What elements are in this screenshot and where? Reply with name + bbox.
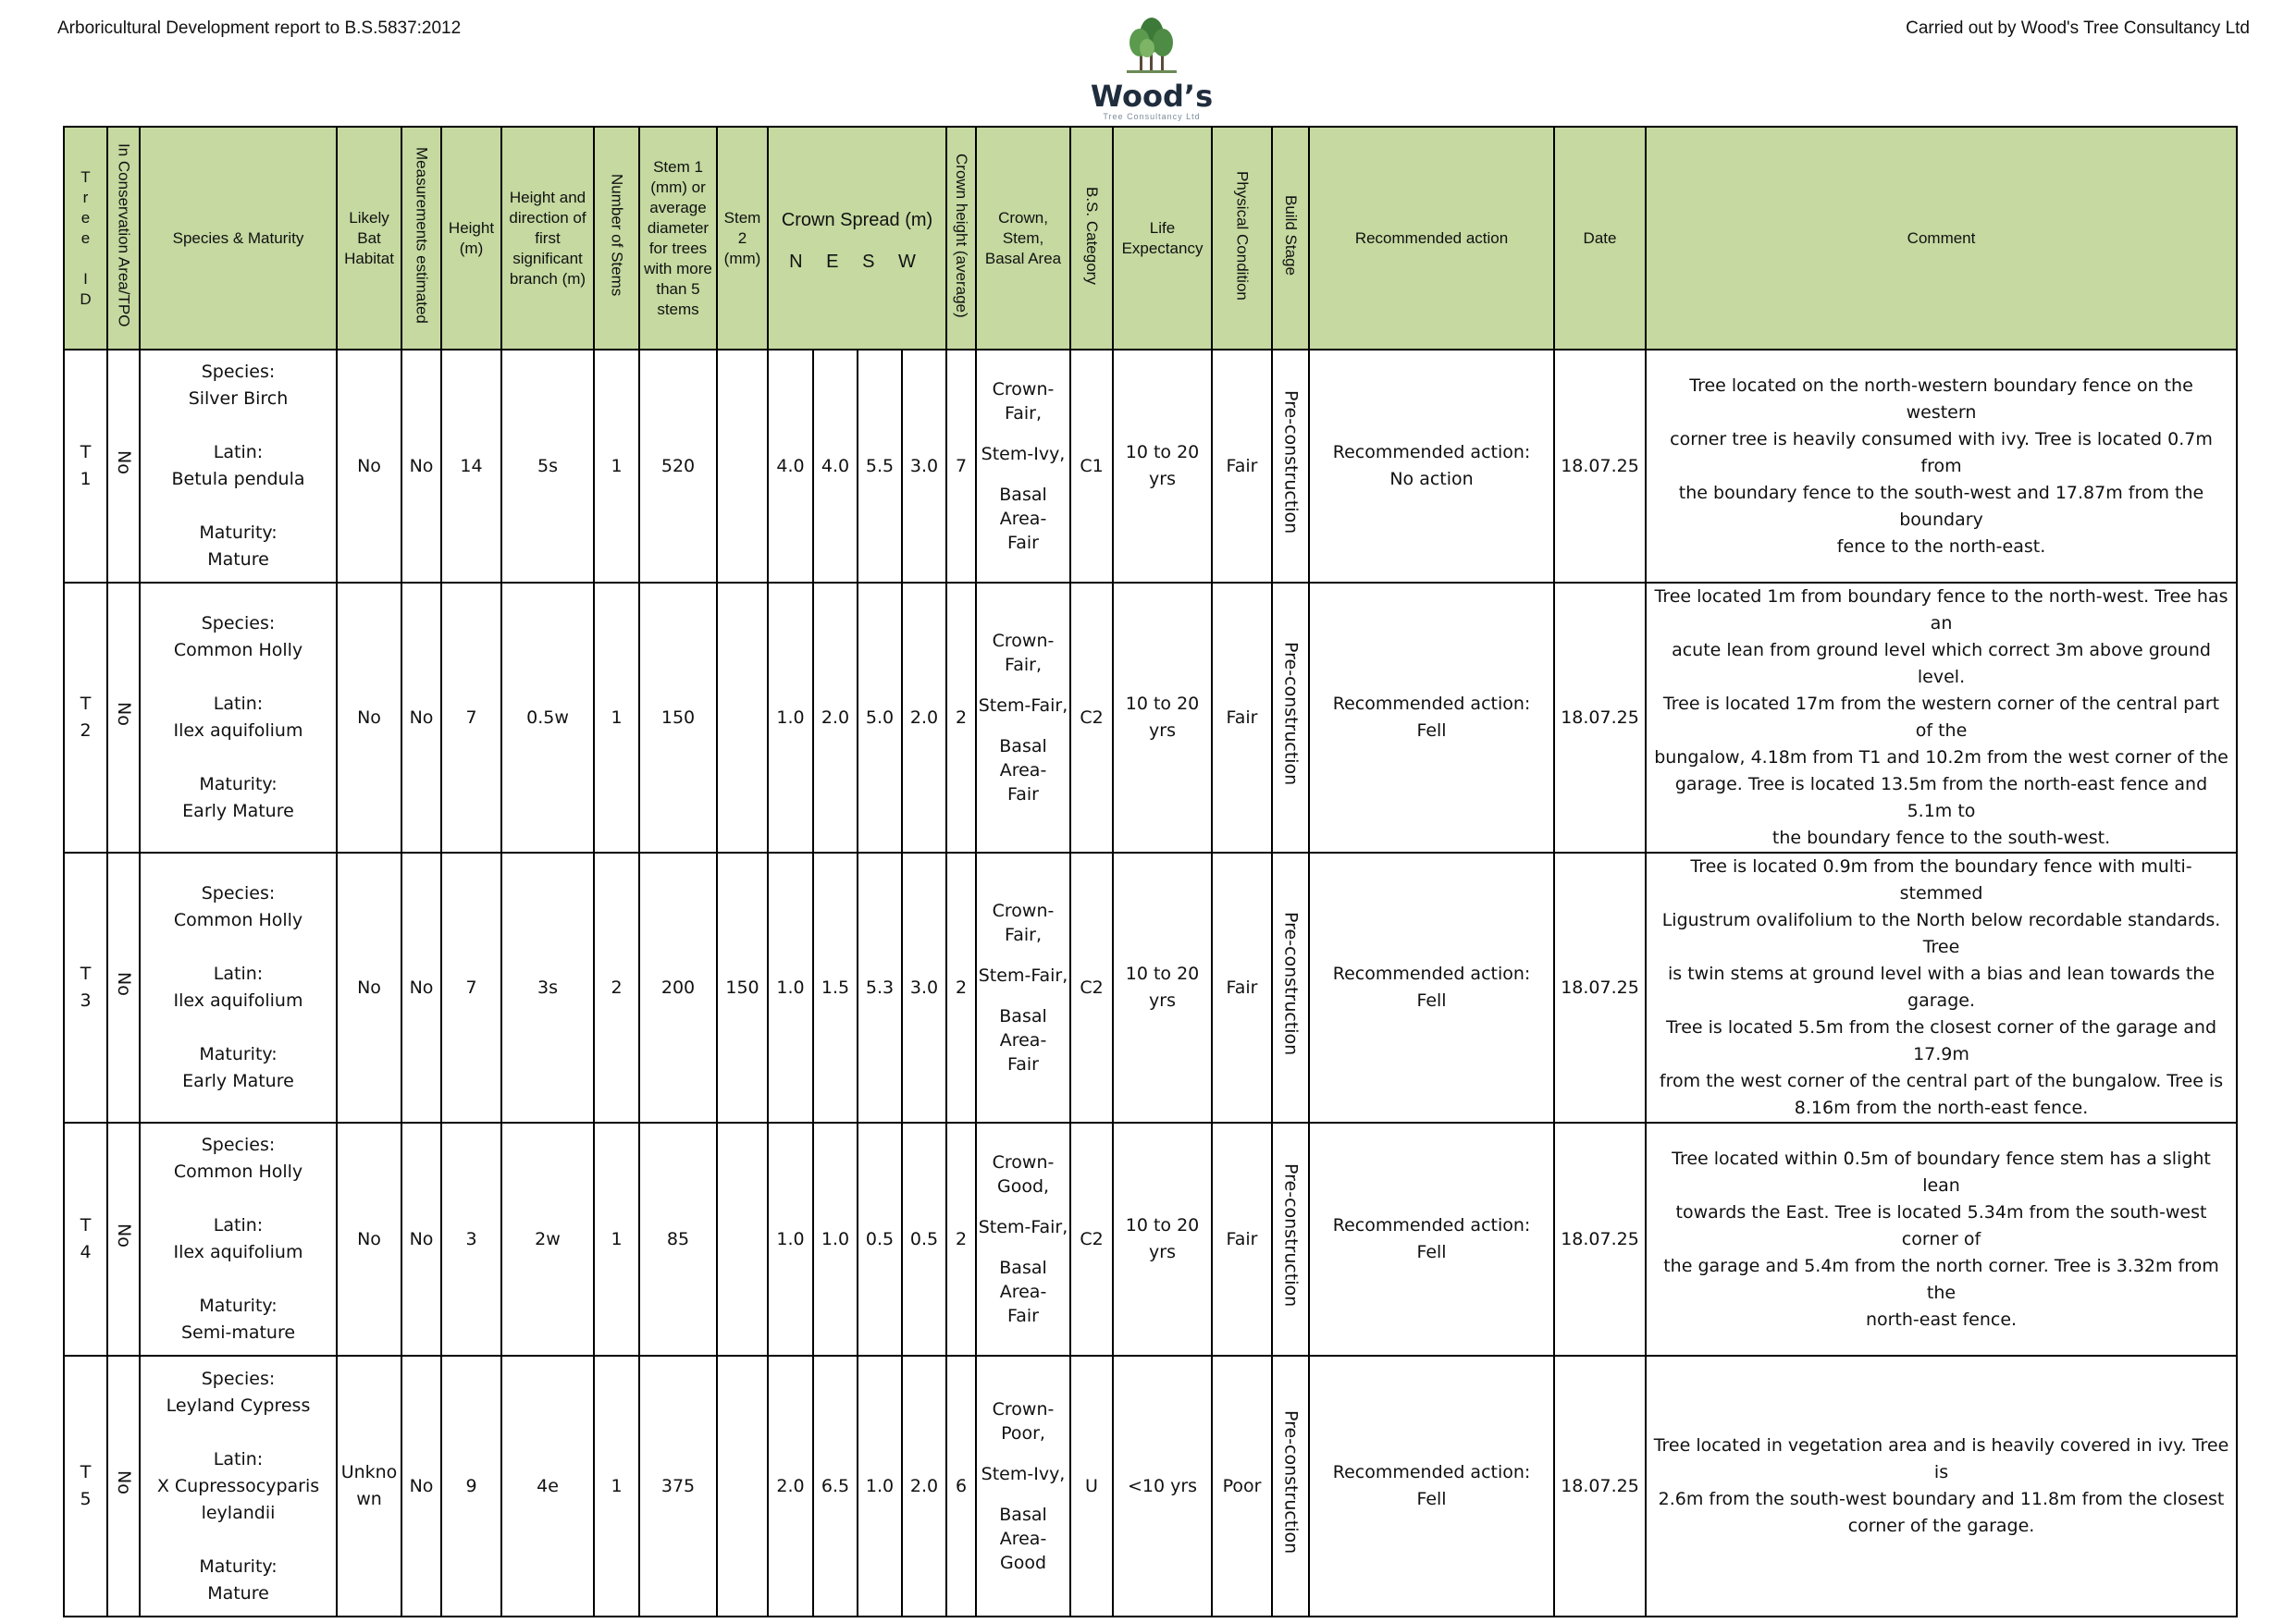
crown-height-value: 2: [946, 583, 976, 853]
header-line: significant: [512, 249, 583, 267]
date-value: 18.07.25: [1554, 853, 1646, 1123]
crown-w-value: 0.5: [902, 1123, 946, 1356]
tree-id-letter: D: [80, 289, 92, 308]
crown-stem-basal-value: Crown- Poor, Stem-Ivy, Basal Area- Good: [976, 1356, 1070, 1617]
comment-value: Tree located 1m from boundary fence to the north-west. Tree has an acute lean from ground level which correct 3m above ground level. Tree is located 17m from the western corner of the central part of the bungalow, 4.18m from T1 and 10.2m from the west corner of the garage. Tree is located 13.5m from the north-east fence and 5.1m to the boundary fence to the south-west.: [1646, 583, 2237, 853]
header-line: Bat: [357, 228, 381, 247]
crown-e-value: 1.5: [813, 853, 858, 1123]
stem2-value: 150: [717, 853, 768, 1123]
col-physical-condition: Physical Condition: [1212, 127, 1272, 350]
col-crown-spread: Crown Spread (m) N E S W: [768, 127, 946, 350]
date-value: 18.07.25: [1554, 583, 1646, 853]
measured-value: No: [401, 350, 441, 583]
crown-n-value: 1.0: [768, 583, 813, 853]
branch-value: 2w: [501, 1123, 594, 1356]
header-line: Height: [448, 218, 495, 237]
header-line: for trees: [648, 239, 708, 257]
crown-s-value: 5.0: [858, 583, 902, 853]
col-date: Date: [1554, 127, 1646, 350]
conservation-value: No: [107, 853, 140, 1123]
branch-value: 5s: [501, 350, 594, 583]
stem2-value: [717, 583, 768, 853]
crown-w-value: 3.0: [902, 350, 946, 583]
col-measurements: Measurements estimated: [401, 127, 441, 350]
crown-s-value: 5.3: [858, 853, 902, 1123]
recommended-action-value: Recommended action: Fell: [1309, 1356, 1554, 1617]
comment-value: Tree located within 0.5m of boundary fence stem has a slight lean towards the East. Tree is located 5.34m from the south-west corner of the garage and 5.4m from the north corner. Tree is 3.32m from the north-east fence.: [1646, 1123, 2237, 1356]
conservation-value: No: [107, 583, 140, 853]
date-value: 18.07.25: [1554, 350, 1646, 583]
crown-stem-basal-value: Crown- Good, Stem-Fair, Basal Area- Fair: [976, 1123, 1070, 1356]
crown-e-value: 2.0: [813, 583, 858, 853]
consultant-name: Carried out by Wood's Tree Consultancy Ltd: [1906, 18, 2250, 38]
header-line: stems: [657, 300, 699, 318]
col-bs-category: B.S. Category: [1070, 127, 1113, 350]
comment-value: Tree located in vegetation area and is heavily covered in ivy. Tree is 2.6m from the south-west boundary and 11.8m from the closest corner of the garage.: [1646, 1356, 2237, 1617]
col-recommended-action: Recommended action: [1309, 127, 1554, 350]
tree-id: T 2: [64, 583, 107, 853]
col-conservation: In Conservation Area/TPO: [107, 127, 140, 350]
header-line: Life: [1149, 218, 1176, 237]
life-expectancy-value: <10 yrs: [1113, 1356, 1212, 1617]
table-row: [64, 350, 2237, 583]
bs-category-value: C2: [1070, 853, 1113, 1123]
header-line: first: [535, 228, 561, 247]
header-line: Habitat: [344, 249, 394, 267]
stem1-value: 150: [639, 583, 717, 853]
header-line: Crown,: [998, 208, 1048, 227]
crown-n-value: 2.0: [768, 1356, 813, 1617]
col-comment: Comment: [1646, 127, 2237, 350]
bat-habitat-value: No: [337, 583, 401, 853]
header-line: (mm) or: [650, 178, 706, 196]
build-stage-value: Pre-construction: [1272, 583, 1309, 853]
col-life-expectancy: [1113, 127, 1212, 350]
col-build-stage: Build Stage: [1272, 127, 1309, 350]
col-species: Species & Maturity: [140, 127, 337, 350]
height-value: 9: [441, 1356, 501, 1617]
comment-value: Tree located on the north-western boundary fence on the western corner tree is heavily consumed with ivy. Tree is located 0.7m from the boundary fence to the south-west and 17.87m from the boundary fence to the north-east.: [1646, 350, 2237, 583]
stems-value: 1: [594, 583, 639, 853]
crown-n-value: 1.0: [768, 853, 813, 1123]
col-bat-habitat: [337, 127, 401, 350]
crown-s-value: 1.0: [858, 1356, 902, 1617]
table-row: [64, 1356, 2237, 1617]
crown-w-value: 3.0: [902, 853, 946, 1123]
col-height: [441, 127, 501, 350]
col-crown-stem-basal: [976, 127, 1070, 350]
conservation-value: No: [107, 1123, 140, 1356]
crown-height-value: 2: [946, 853, 976, 1123]
height-value: 7: [441, 583, 501, 853]
condition-value: Fair: [1212, 1123, 1272, 1356]
crown-e-value: 4.0: [813, 350, 858, 583]
build-stage-value: Pre-construction: [1272, 350, 1309, 583]
header-line: Basal Area: [984, 249, 1062, 267]
stem2-value: [717, 1123, 768, 1356]
condition-value: Poor: [1212, 1356, 1272, 1617]
branch-value: 3s: [501, 853, 594, 1123]
header-line: Stem 1: [653, 157, 703, 176]
tree-id-letter: [65, 249, 106, 269]
species-maturity: Species: Silver Birch Latin: Betula pendula Maturity: Mature: [140, 350, 337, 583]
condition-value: Fair: [1212, 853, 1272, 1123]
crown-w-value: 2.0: [902, 583, 946, 853]
crown-n-value: 1.0: [768, 1123, 813, 1356]
branch-value: 4e: [501, 1356, 594, 1617]
species-maturity: Species: Common Holly Latin: Ilex aquifolium Maturity: Early Mature: [140, 583, 337, 853]
life-expectancy-value: 10 to 20 yrs: [1113, 853, 1212, 1123]
species-maturity: Species: Leyland Cypress Latin: X Cupressocyparis leylandii Maturity: Mature: [140, 1356, 337, 1617]
crown-height-value: 2: [946, 1123, 976, 1356]
life-expectancy-value: 10 to 20 yrs: [1113, 583, 1212, 853]
species-maturity: Species: Common Holly Latin: Ilex aquifolium Maturity: Early Mature: [140, 853, 337, 1123]
stems-value: 1: [594, 1123, 639, 1356]
crown-height-value: 7: [946, 350, 976, 583]
bs-category-value: U: [1070, 1356, 1113, 1617]
col-stem2: [717, 127, 768, 350]
header-line: Height and: [509, 188, 586, 206]
stem1-value: 200: [639, 853, 717, 1123]
conservation-value: No: [107, 350, 140, 583]
table-row: [64, 1123, 2237, 1356]
tree-id: T 4: [64, 1123, 107, 1356]
comment-value: Tree is located 0.9m from the boundary fence with multi-stemmed Ligustrum ovalifolium to the North below recordable standards. Tree is twin stems at ground level with a bias and lean towards the garage. Tree is located 5.5m from the closest corner of the garage and 17.9m from the west corner of the central part of the bungalow. Tree is 8.16m from the north-east fence.: [1646, 853, 2237, 1123]
measured-value: No: [401, 853, 441, 1123]
header-line: average: [649, 198, 707, 216]
stem2-value: [717, 1356, 768, 1617]
tree-id: T 5: [64, 1356, 107, 1617]
species-maturity: Species: Common Holly Latin: Ilex aquifolium Maturity: Semi-mature: [140, 1123, 337, 1356]
height-value: 14: [441, 350, 501, 583]
stems-value: 1: [594, 350, 639, 583]
bat-habitat-value: No: [337, 1123, 401, 1356]
condition-value: Fair: [1212, 350, 1272, 583]
header-line: Stem,: [1002, 228, 1044, 247]
measured-value: No: [401, 583, 441, 853]
stem1-value: 520: [639, 350, 717, 583]
crown-n-value: 4.0: [768, 350, 813, 583]
life-expectancy-value: 10 to 20 yrs: [1113, 350, 1212, 583]
bs-category-value: C1: [1070, 350, 1113, 583]
tree-id-letter: I: [83, 269, 88, 288]
build-stage-value: Pre-construction: [1272, 853, 1309, 1123]
bat-habitat-value: Unkno wn: [337, 1356, 401, 1617]
header-line: Stem: [723, 208, 761, 227]
recommended-action-value: Recommended action: Fell: [1309, 1123, 1554, 1356]
condition-value: Fair: [1212, 583, 1272, 853]
crown-w-value: 2.0: [902, 1356, 946, 1617]
date-value: 18.07.25: [1554, 1123, 1646, 1356]
bat-habitat-value: No: [337, 350, 401, 583]
table-row: [64, 853, 2237, 1123]
header-line: 2: [737, 228, 747, 247]
recommended-action-value: Recommended action: Fell: [1309, 853, 1554, 1123]
header-line: diameter: [647, 218, 710, 237]
tree-id-letter: e: [80, 208, 91, 227]
col-tree-id: [64, 127, 107, 350]
crown-e-value: 1.0: [813, 1123, 858, 1356]
measured-value: No: [401, 1123, 441, 1356]
conservation-value: No: [107, 1356, 140, 1617]
stem1-value: 375: [639, 1356, 717, 1617]
col-stems: Number of Stems: [594, 127, 639, 350]
measured-value: No: [401, 1356, 441, 1617]
col-crown-height: Crown height (average): [946, 127, 976, 350]
col-stem1: [639, 127, 717, 350]
header-line: (mm): [723, 249, 761, 267]
bat-habitat-value: No: [337, 853, 401, 1123]
logo-wordmark: Wood’s: [1090, 79, 1214, 114]
header-line: branch (m): [509, 269, 586, 288]
height-value: 7: [441, 853, 501, 1123]
stem2-value: [717, 350, 768, 583]
stem1-value: 85: [639, 1123, 717, 1356]
build-stage-value: Pre-construction: [1272, 1123, 1309, 1356]
tree-survey-table: [63, 126, 2238, 1617]
header-line: (m): [459, 239, 484, 257]
branch-value: 0.5w: [501, 583, 594, 853]
crown-height-value: 6: [946, 1356, 976, 1617]
tree-id: T 3: [64, 853, 107, 1123]
crown-s-value: 5.5: [858, 350, 902, 583]
trees-icon: [1119, 17, 1184, 74]
bs-category-value: C2: [1070, 1123, 1113, 1356]
crown-s-value: 0.5: [858, 1123, 902, 1356]
header-line: with more: [644, 259, 712, 277]
table-row: [64, 583, 2237, 853]
stems-value: 2: [594, 853, 639, 1123]
date-value: 18.07.25: [1554, 1356, 1646, 1617]
tree-id-letter: r: [82, 188, 89, 206]
crown-e-value: 6.5: [813, 1356, 858, 1617]
company-logo: [1082, 17, 1221, 121]
header-line: than 5: [656, 279, 700, 298]
height-value: 3: [441, 1123, 501, 1356]
header-line: Expectancy: [1121, 239, 1204, 257]
stems-value: 1: [594, 1356, 639, 1617]
header-line: Likely: [349, 208, 389, 227]
tree-id-letter: T: [80, 167, 91, 186]
recommended-action-value: Recommended action: No action: [1309, 350, 1554, 583]
crown-stem-basal-value: Crown- Fair, Stem-Fair, Basal Area- Fair: [976, 853, 1070, 1123]
crown-stem-basal-value: Crown- Fair, Stem-Fair, Basal Area- Fair: [976, 583, 1070, 853]
header-line: direction of: [509, 208, 586, 227]
tree-id: T 1: [64, 350, 107, 583]
report-title: Arboricultural Development report to B.S.5837:2012: [57, 18, 462, 38]
crown-stem-basal-value: Crown- Fair, Stem-Ivy, Basal Area- Fair: [976, 350, 1070, 583]
life-expectancy-value: 10 to 20 yrs: [1113, 1123, 1212, 1356]
tree-id-letter: e: [80, 228, 91, 247]
build-stage-value: Pre-construction: [1272, 1356, 1309, 1617]
bs-category-value: C2: [1070, 583, 1113, 853]
recommended-action-value: Recommended action: Fell: [1309, 583, 1554, 853]
logo-tagline: Tree Consultancy Ltd: [1103, 112, 1201, 121]
col-branch: [501, 127, 594, 350]
